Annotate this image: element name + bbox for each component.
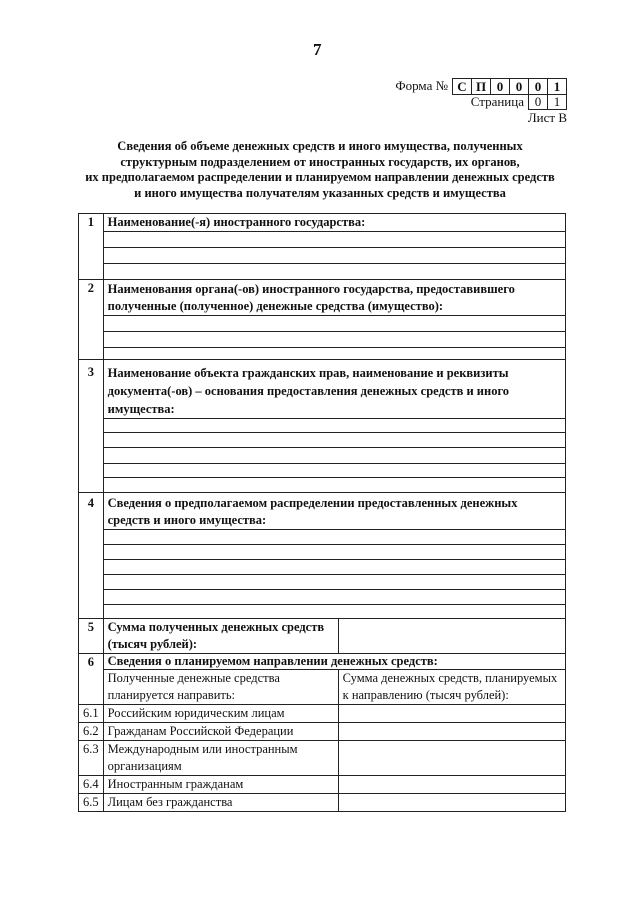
sheet-label: Лист В: [527, 110, 567, 125]
section-1-header: [79, 214, 566, 232]
section-1-field-line[interactable]: [103, 264, 565, 280]
form-code-cell: П: [472, 78, 491, 95]
section-3-field-line[interactable]: [103, 433, 565, 448]
form-number-label: Форма №: [395, 78, 448, 93]
row-number: 6.2: [79, 723, 104, 741]
section-3-field-line[interactable]: [103, 448, 565, 464]
section-5-label: Сумма полученных денежных средств (тысяч рублей):: [103, 619, 338, 654]
amount-field[interactable]: [338, 776, 565, 794]
section-6-row: [79, 776, 566, 794]
form-code-cell: 0: [491, 78, 510, 95]
section-2-field-line[interactable]: [103, 316, 565, 332]
section-2-header: [79, 280, 566, 316]
amount-field[interactable]: [338, 705, 565, 723]
section-3-field-line[interactable]: [103, 419, 565, 433]
title-line: их предполагаемом распределении и планируемом направлении денежных средств: [85, 170, 555, 184]
section-6-row: [79, 723, 566, 741]
form-code-cell: 0: [510, 78, 529, 95]
recipient-label: Гражданам Российской Федерации: [103, 723, 338, 741]
section-2-field-line[interactable]: [103, 348, 565, 360]
form-code-cell: С: [452, 78, 472, 95]
section-6-row: [79, 705, 566, 723]
section-4-field-line[interactable]: [103, 530, 565, 545]
section-5-row: [79, 619, 566, 654]
recipient-label: Иностранным гражданам: [103, 776, 338, 794]
recipient-label: Международным или иностранным организациям: [103, 741, 338, 776]
section-6-header: [79, 654, 566, 670]
page-code-cell: 1: [548, 94, 567, 110]
section-number: 2: [79, 280, 104, 360]
section-1-field-line[interactable]: [103, 232, 565, 248]
section-3-header: [79, 360, 566, 419]
section-4-field-line[interactable]: [103, 575, 565, 590]
section-4-header: [79, 493, 566, 530]
form-number-row: [395, 78, 567, 94]
row-number: 6.3: [79, 741, 104, 776]
section-2-label: Наименования органа(-ов) иностранного государства, предоставившего полученные (полученное) денежные средства (имущество):: [103, 280, 565, 316]
document-title: [60, 139, 580, 201]
section-6-row: [79, 741, 566, 776]
section-number: 6: [79, 654, 104, 705]
section-3-label: Наименование объекта гражданских прав, наименование и реквизиты документа(-ов) – основания предоставления денежных средств и иного имущества:: [103, 360, 565, 419]
recipient-label: Российским юридическим лицам: [103, 705, 338, 723]
section-4-field-line[interactable]: [103, 545, 565, 560]
row-number: 6.5: [79, 794, 104, 812]
section-4-field-line[interactable]: [103, 605, 565, 619]
section-6-label: Сведения о планируемом направлении денежных средств:: [103, 654, 565, 670]
section-3-field-line[interactable]: [103, 478, 565, 493]
recipient-label: Лицам без гражданства: [103, 794, 338, 812]
section-number: 5: [79, 619, 104, 654]
recipient-column-header: Полученные денежные средства планируется направить:: [103, 670, 338, 705]
section-number: 4: [79, 493, 104, 619]
form-code-cell: 1: [548, 78, 567, 95]
section-number: 1: [79, 214, 104, 280]
amount-column-header: Сумма денежных средств, планируемых к направлению (тысяч рублей):: [338, 670, 565, 705]
section-1-label: Наименование(-я) иностранного государства:: [103, 214, 565, 232]
title-line: структурным подразделением от иностранных государств, их органов,: [120, 154, 520, 169]
amount-field[interactable]: [338, 723, 565, 741]
page-number: 7: [313, 40, 322, 59]
section-3-field-line[interactable]: [103, 464, 565, 478]
section-1-field-line[interactable]: [103, 248, 565, 264]
title-line: и иного имущества получателям указанных средств и имущества: [134, 185, 506, 200]
section-4-label: Сведения о предполагаемом распределении предоставленных денежных средств и иного имущества:: [103, 493, 565, 530]
page-code-label: Страница: [470, 94, 524, 109]
title-line: Сведения об объеме денежных средств и иного имущества, полученных: [117, 139, 523, 153]
page-code-cell: 0: [528, 94, 548, 110]
row-number: 6.4: [79, 776, 104, 794]
section-number: 3: [79, 360, 104, 493]
form-code-cell: 0: [529, 78, 548, 95]
row-number: 6.1: [79, 705, 104, 723]
section-2-field-line[interactable]: [103, 332, 565, 348]
page-code-row: [395, 94, 567, 110]
section-6-column-headers: [79, 670, 566, 705]
amount-field[interactable]: [338, 741, 565, 776]
form-code-block: [395, 78, 567, 126]
section-6-row: [79, 794, 566, 812]
amount-field[interactable]: [338, 794, 565, 812]
section-4-field-line[interactable]: [103, 560, 565, 575]
section-4-field-line[interactable]: [103, 590, 565, 605]
form-table: [78, 213, 566, 812]
section-5-amount-field[interactable]: [338, 619, 565, 654]
